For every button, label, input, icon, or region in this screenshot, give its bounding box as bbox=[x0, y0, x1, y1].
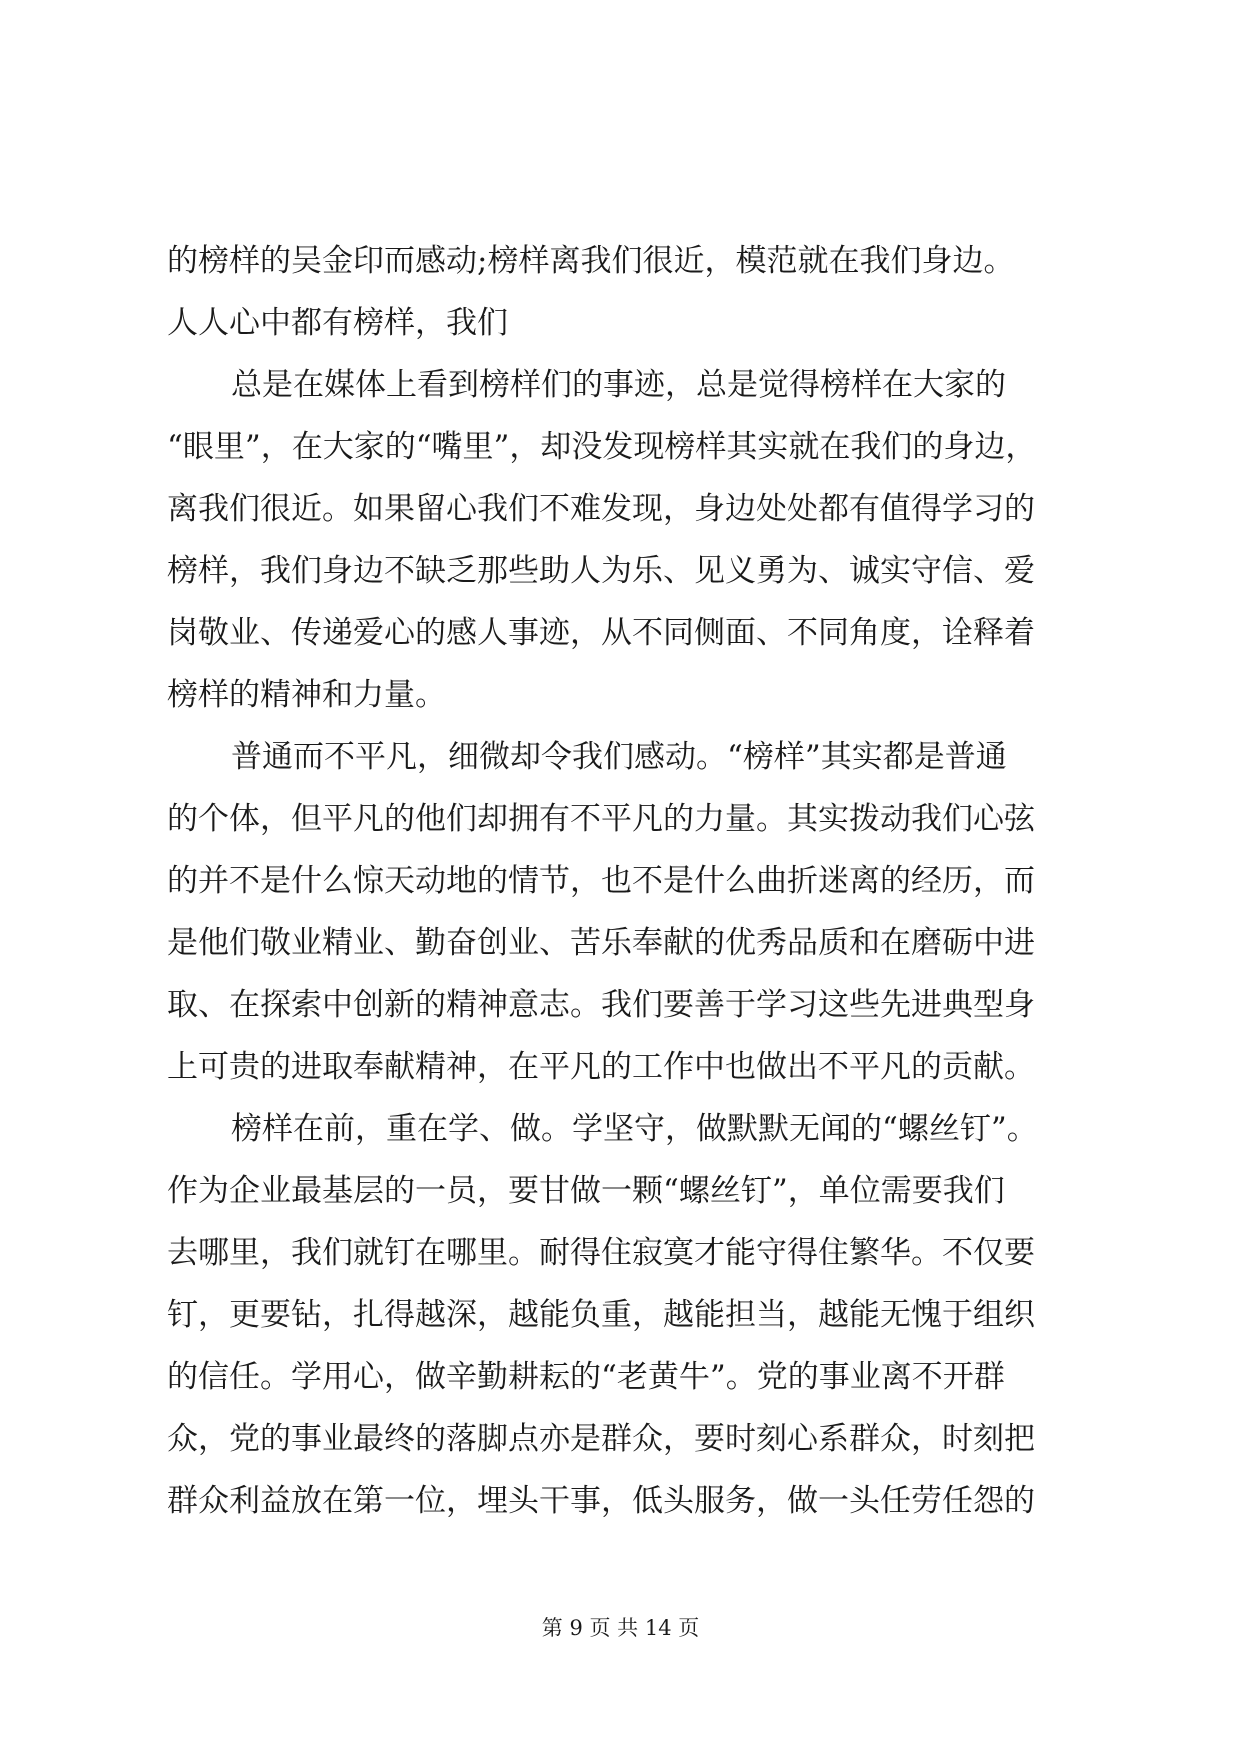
text-line: 群众利益放在第一位，埋头干事，低头服务，做一头任劳任怨的 bbox=[167, 1483, 1035, 1519]
text-line: 榜样，我们身边不缺乏那些助人为乐、见义勇为、诚实守信、爱 bbox=[167, 553, 1035, 589]
text-line: 岗敬业、传递爱心的感人事迹，从不同侧面、不同角度，诠释着 bbox=[167, 615, 1035, 651]
text-line: 上可贵的进取奉献精神，在平凡的工作中也做出不平凡的贡献。 bbox=[167, 1049, 1035, 1085]
text-line: 是他们敬业精业、勤奋创业、苦乐奉献的优秀品质和在磨砺中进 bbox=[167, 925, 1035, 961]
text-line: 的榜样的吴金印而感动;榜样离我们很近，模范就在我们身边。 bbox=[167, 243, 1015, 279]
text-line: 人人心中都有榜样，我们 bbox=[167, 305, 508, 341]
text-line: 取、在探索中创新的精神意志。我们要善于学习这些先进典型身 bbox=[167, 987, 1035, 1023]
text-line: 的并不是什么惊天动地的情节，也不是什么曲折迷离的经历，而 bbox=[167, 863, 1035, 899]
text-line: 的个体，但平凡的他们却拥有不平凡的力量。其实拨动我们心弦 bbox=[167, 801, 1035, 837]
paragraph-start-line: 榜样在前，重在学、做。学坚守，做默默无闻的“螺丝钉”。 bbox=[231, 1111, 1038, 1147]
text-line: 离我们很近。如果留心我们不难发现，身边处处都有值得学习的 bbox=[167, 491, 1035, 527]
page-number-footer: 第 9 页 共 14 页 bbox=[541, 1616, 700, 1640]
paragraph-start-line: 普通而不平凡，细微却令我们感动。“榜样”其实都是普通 bbox=[231, 739, 1007, 775]
text-line: 作为企业最基层的一员，要甘做一颗“螺丝钉”，单位需要我们 bbox=[167, 1173, 1005, 1209]
text-line: “眼里”，在大家的“嘴里”，却没发现榜样其实就在我们的身边， bbox=[167, 429, 1037, 465]
paragraph-start-line: 总是在媒体上看到榜样们的事迹，总是觉得榜样在大家的 bbox=[231, 367, 1006, 403]
text-line: 钉，更要钻，扎得越深，越能负重，越能担当，越能无愧于组织 bbox=[167, 1297, 1035, 1333]
text-line: 的信任。学用心，做辛勤耕耘的“老黄牛”。党的事业离不开群 bbox=[167, 1359, 1005, 1395]
body-text bbox=[167, 230, 1083, 1532]
text-line: 众，党的事业最终的落脚点亦是群众，要时刻心系群众，时刻把 bbox=[167, 1421, 1035, 1457]
text-line: 去哪里，我们就钉在哪里。耐得住寂寞才能守得住繁华。不仅要 bbox=[167, 1235, 1035, 1271]
text-line: 榜样的精神和力量。 bbox=[167, 677, 446, 713]
